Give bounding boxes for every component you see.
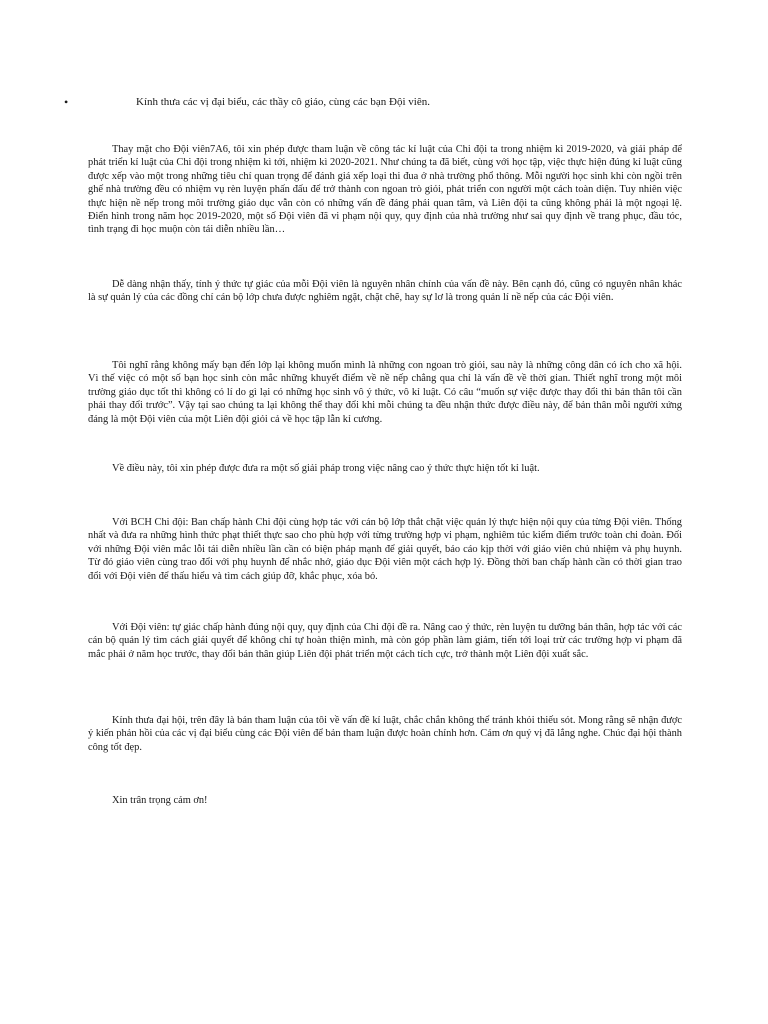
paragraph-solutions-intro: Về điều này, tôi xin phép được đưa ra một số giải pháp trong việc nâng cao ý thức thực hiện tốt kỉ luật. <box>112 463 540 474</box>
paragraph-reflection: Tôi nghĩ rằng không mấy bạn đến lớp lại không muốn mình là những con ngoan trò giỏi, sau này là những công dân có ích cho xã hội. Vì thế việc có một số bạn học sinh còn mắc những khuyết điểm về nề nếp chẳng qua chỉ là vấn đề về thời gian. Thiết nghĩ trong một môi trường giáo dục tốt thì không có lí do gì lại có những học sinh vô ý thức, vô kỉ luật. Có câu “muốn sự việc được thay đổi thì bản thân tôi cần phải thay đổi trước”. Vậy tại sao chúng ta lại không thể thay đổi khi mỗi chúng ta đều nhận thức được điều này, để bản thân mỗi người xứng đáng là một Đội viên của một Liên đội giỏi cả về học tập lẫn kỉ cương. <box>88 360 682 425</box>
paragraph-causes: Dễ dàng nhận thấy, tính ý thức tự giác của mỗi Đội viên là nguyên nhân chính của vấn đề này. Bên cạnh đó, cũng có nguyên nhân khác là sự quản lý của các đồng chí cán bộ lớp chưa được nghiêm ngặt, chặt chẽ, hay sự lơ là trong quản lí nề nếp của các Đội viên. <box>88 279 682 304</box>
paragraph-conclusion: Kính thưa đại hội, trên đây là bản tham luận của tôi về vấn đề kỉ luật, chắc chắn không thể tránh khỏi thiếu sót. Mong rằng sẽ nhận được ý kiến phản hồi của các vị đại biểu cùng các Đội viên để bản tham luận được hoàn chỉnh hơn. Cảm ơn quý vị đã lắng nghe. Chúc đại hội thành công tốt đẹp. <box>88 715 682 753</box>
greeting-line: Kính thưa các vị đại biểu, các thầy cô giáo, cùng các bạn Đội viên. <box>136 96 430 108</box>
bullet-marker: • <box>64 95 69 109</box>
paragraph-bch-solution: Với BCH Chi đội: Ban chấp hành Chi đội cùng hợp tác với cán bộ lớp thắt chặt việc quản lý thực hiện nội quy của từng Đội viên. Thống nhất và đưa ra những hình thức phạt thiết thực sao cho phù hợp với từng trường hợp vi phạm, nghiêm túc kiểm điểm trước toàn chi đoàn. Đối với những Đội viên mắc lỗi tái diễn nhiều lần cần có biện pháp mạnh để giải quyết, báo cáo kịp thời với giáo viên chủ nhiệm và phụ huynh. Từ đó giáo viên cùng trao đổi với phụ huynh để nhắc nhở, giáo dục Đội viên một cách hợp lý. Đồng thời ban chấp hành cần có thời gian trao đổi với Đội viên để thấu hiểu và tìm cách giúp đỡ, khắc phục, xóa bỏ. <box>88 517 682 582</box>
paragraph-thanks: Xin trân trọng cảm ơn! <box>112 795 208 806</box>
paragraph-member-solution: Với Đội viên: tự giác chấp hành đúng nội quy, quy định của Chi đội đề ra. Nâng cao ý thức, rèn luyện tu dưỡng bản thân, hợp tác với các cán bộ quản lý tìm cách giải quyết để không chỉ tự hoàn thiện mình, mà còn góp phần làm giảm, tiến tới loại trừ các trường hợp vi phạm đã mắc phải ở năm học trước, thay đổi bản thân giúp Liên đội phát triển một cách tích cực, trở thành một Liên đội xuất sắc. <box>88 622 682 660</box>
paragraph-introduction: Thay mặt cho Đội viên7A6, tôi xin phép được tham luận về công tác kỉ luật của Chi đội ta trong nhiệm kì 2019-2020, và giải pháp để phát triển kỉ luật của Chi đội trong nhiệm kì tới, nhiệm kì 2020-2021. Như chúng ta đã biết, cùng với học tập, việc thực hiện đúng kỉ luật cũng được xếp vào một trong những tiêu chí quan trọng để đánh giá xếp loại thi đua ở nhà trường phổ thông. Mỗi người học sinh khi còn ngồi trên ghế nhà trường đều có nhiệm vụ rèn luyện phấn đấu để trở thành con ngoan trò giỏi, phát triển con người một cách toàn diện. Tuy nhiên việc thực hiện nề nếp trong môi trường giáo dục vẫn còn có những vấn đề đáng phải quan tâm, và Liên đội ta cũng không phải là một ngoại lệ. Điển hình trong năm học 2019-2020, một số Đội viên đã vi phạm nội quy, quy định của nhà trường như sai quy định về trang phục, đầu tóc, tình trạng đi học muộn còn tái diễn nhiều lần… <box>88 144 682 236</box>
